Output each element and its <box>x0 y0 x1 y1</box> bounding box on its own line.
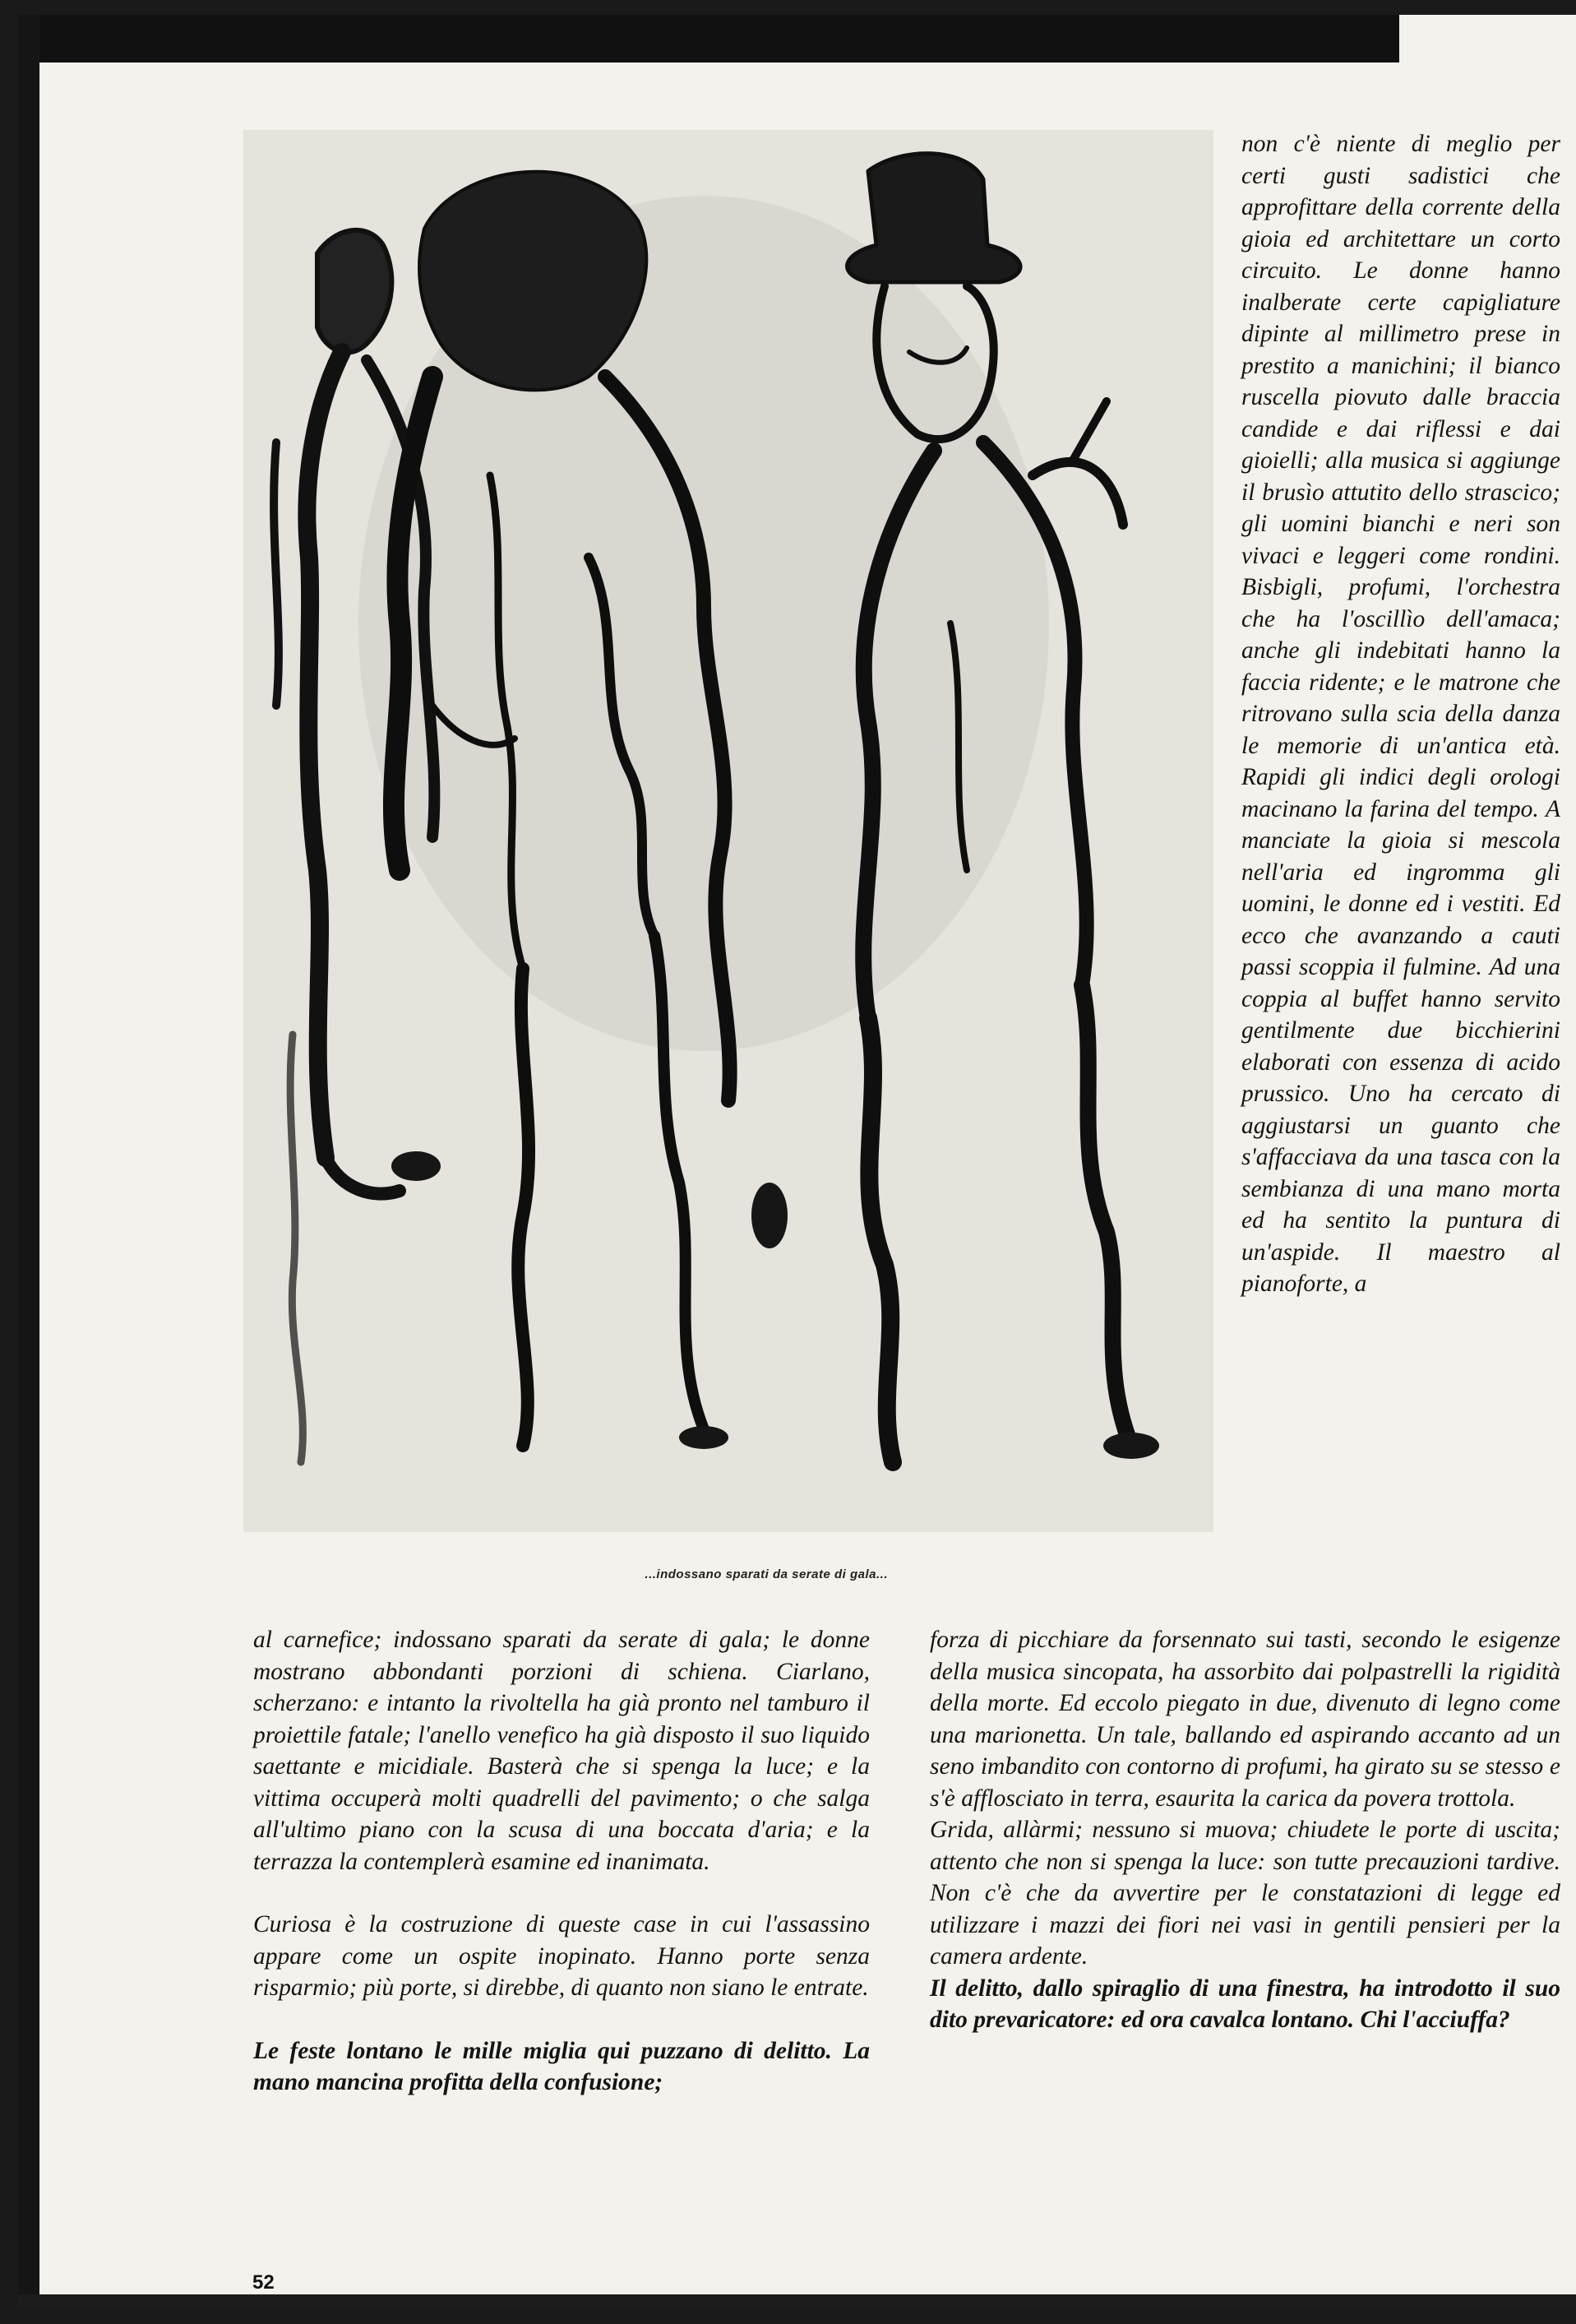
right-column-paragraph: non c'è niente di meglio per certi gusti sadistici che approfittare della corrente della gioia ed architettare un corto circuito. Le donne hanno inalberate certe capigliature dipinte al millimetro prese in prestito a manichini; il bianco ruscella piovuto dalle braccia candide e dai riflessi e dai gioielli; alla musica si aggiunge il brusìo attutito dello strascico; gli uomini bianchi e neri son vivaci e leggeri come rondini. Bisbigli, profumi, l'orchestra che ha l'oscillìo dell'amaca; anche gli indebitati hanno la faccia ridente; e le matrone che ritrovano sulla scia della danza le memorie di un'antica età. Rapidi gli indici degli orologi macinano la farina del tempo. A manciate la gioia si mescola nell'aria ed ingromma gli uomini, le donne ed i vestiti. Ed ecco che avanzando a cauti passi scoppia il fulmine. Ad una coppia al buffet hanno servito gentilmente due bicchierini elaborati con essenza di acido prussico. Uno ha cercato di aggiustarsi un guanto che s'affacciava da una tasca con la sembianza di una mano morta ed ha sentito la puntura di un'aspide. Il maestro al pianoforte, a <box>1241 131 1560 1297</box>
lower-right-paragraph-1: forza di picchiare da forsennato sui tasti, secondo le esigenze della musica sincopata, ha assorbito dai polpastrelli la rigidità della morte. Ed eccolo piegato in due, divenuto di legno come una marionetta. Un tale, ballando ed aspirando accanto ad un seno imbandito con contorno di profumi, ha girato su se stesso e s'è afflosciato in terra, esaurita la carica da povera trottola. <box>930 1627 1560 1812</box>
lower-right-text-column <box>930 1624 1560 2036</box>
scan-left-border <box>18 15 39 2309</box>
scan-bottom-border <box>18 2294 1576 2309</box>
lower-right-paragraph-3: Il delitto, dallo spiraglio di una finestra, ha introdotto il suo dito prevaricatore: ed ora cavalca lontano. Chi l'acciuffa? <box>930 1974 1560 2033</box>
left-paragraph-1: al carnefice; indossano sparati da serate di gala; le donne mostrano abbondanti porzioni di schiena. Ciarlano, scherzano: e intanto la rivoltella ha già pronto nel tamburo il proiettile fatale; l'anello venefico ha già disposto il suo liquido saettante e micidiale. Basterà che si spenga la luce; e la vittima occuperà molti quadrelli del pavimento; o che salga all'ultimo piano con la scusa di una boccata d'aria; e la terrazza la contemplerà esamine ed inanimata. <box>253 1627 870 1875</box>
three-figures-drawing <box>243 130 1213 1532</box>
ink-drawing-illustration <box>243 130 1213 1532</box>
illustration-caption: ...indossano sparati da serate di gala... <box>645 1567 888 1581</box>
left-text-column <box>253 1624 870 2099</box>
page-number: 52 <box>252 2271 275 2294</box>
lower-right-paragraph-2: Grida, allàrmi; nessuno si muova; chiudete le porte di uscita; attento che non si spenga la luce: son tutte precauzioni tardive. Non c'è che da avvertire per le constatazioni di legge ed utilizzare i mazzi dei fiori nei vasi in gentili pensieri per la camera ardente. <box>930 1817 1560 1970</box>
left-paragraph-3: Le feste lontano le mille miglia qui puzzano di delitto. La mano mancina profitta della confusione; <box>253 2037 870 2095</box>
scan-top-border <box>18 15 1399 62</box>
scan-top-right-margin <box>1399 15 1576 46</box>
left-paragraph-2: Curiosa è la costruzione di queste case in cui l'assassino appare come un ospite inopinato. Hanno porte senza risparmio; più porte, si direbbe, di quanto non siano le entrate. <box>253 1911 870 2001</box>
right-text-column <box>1241 128 1560 1300</box>
